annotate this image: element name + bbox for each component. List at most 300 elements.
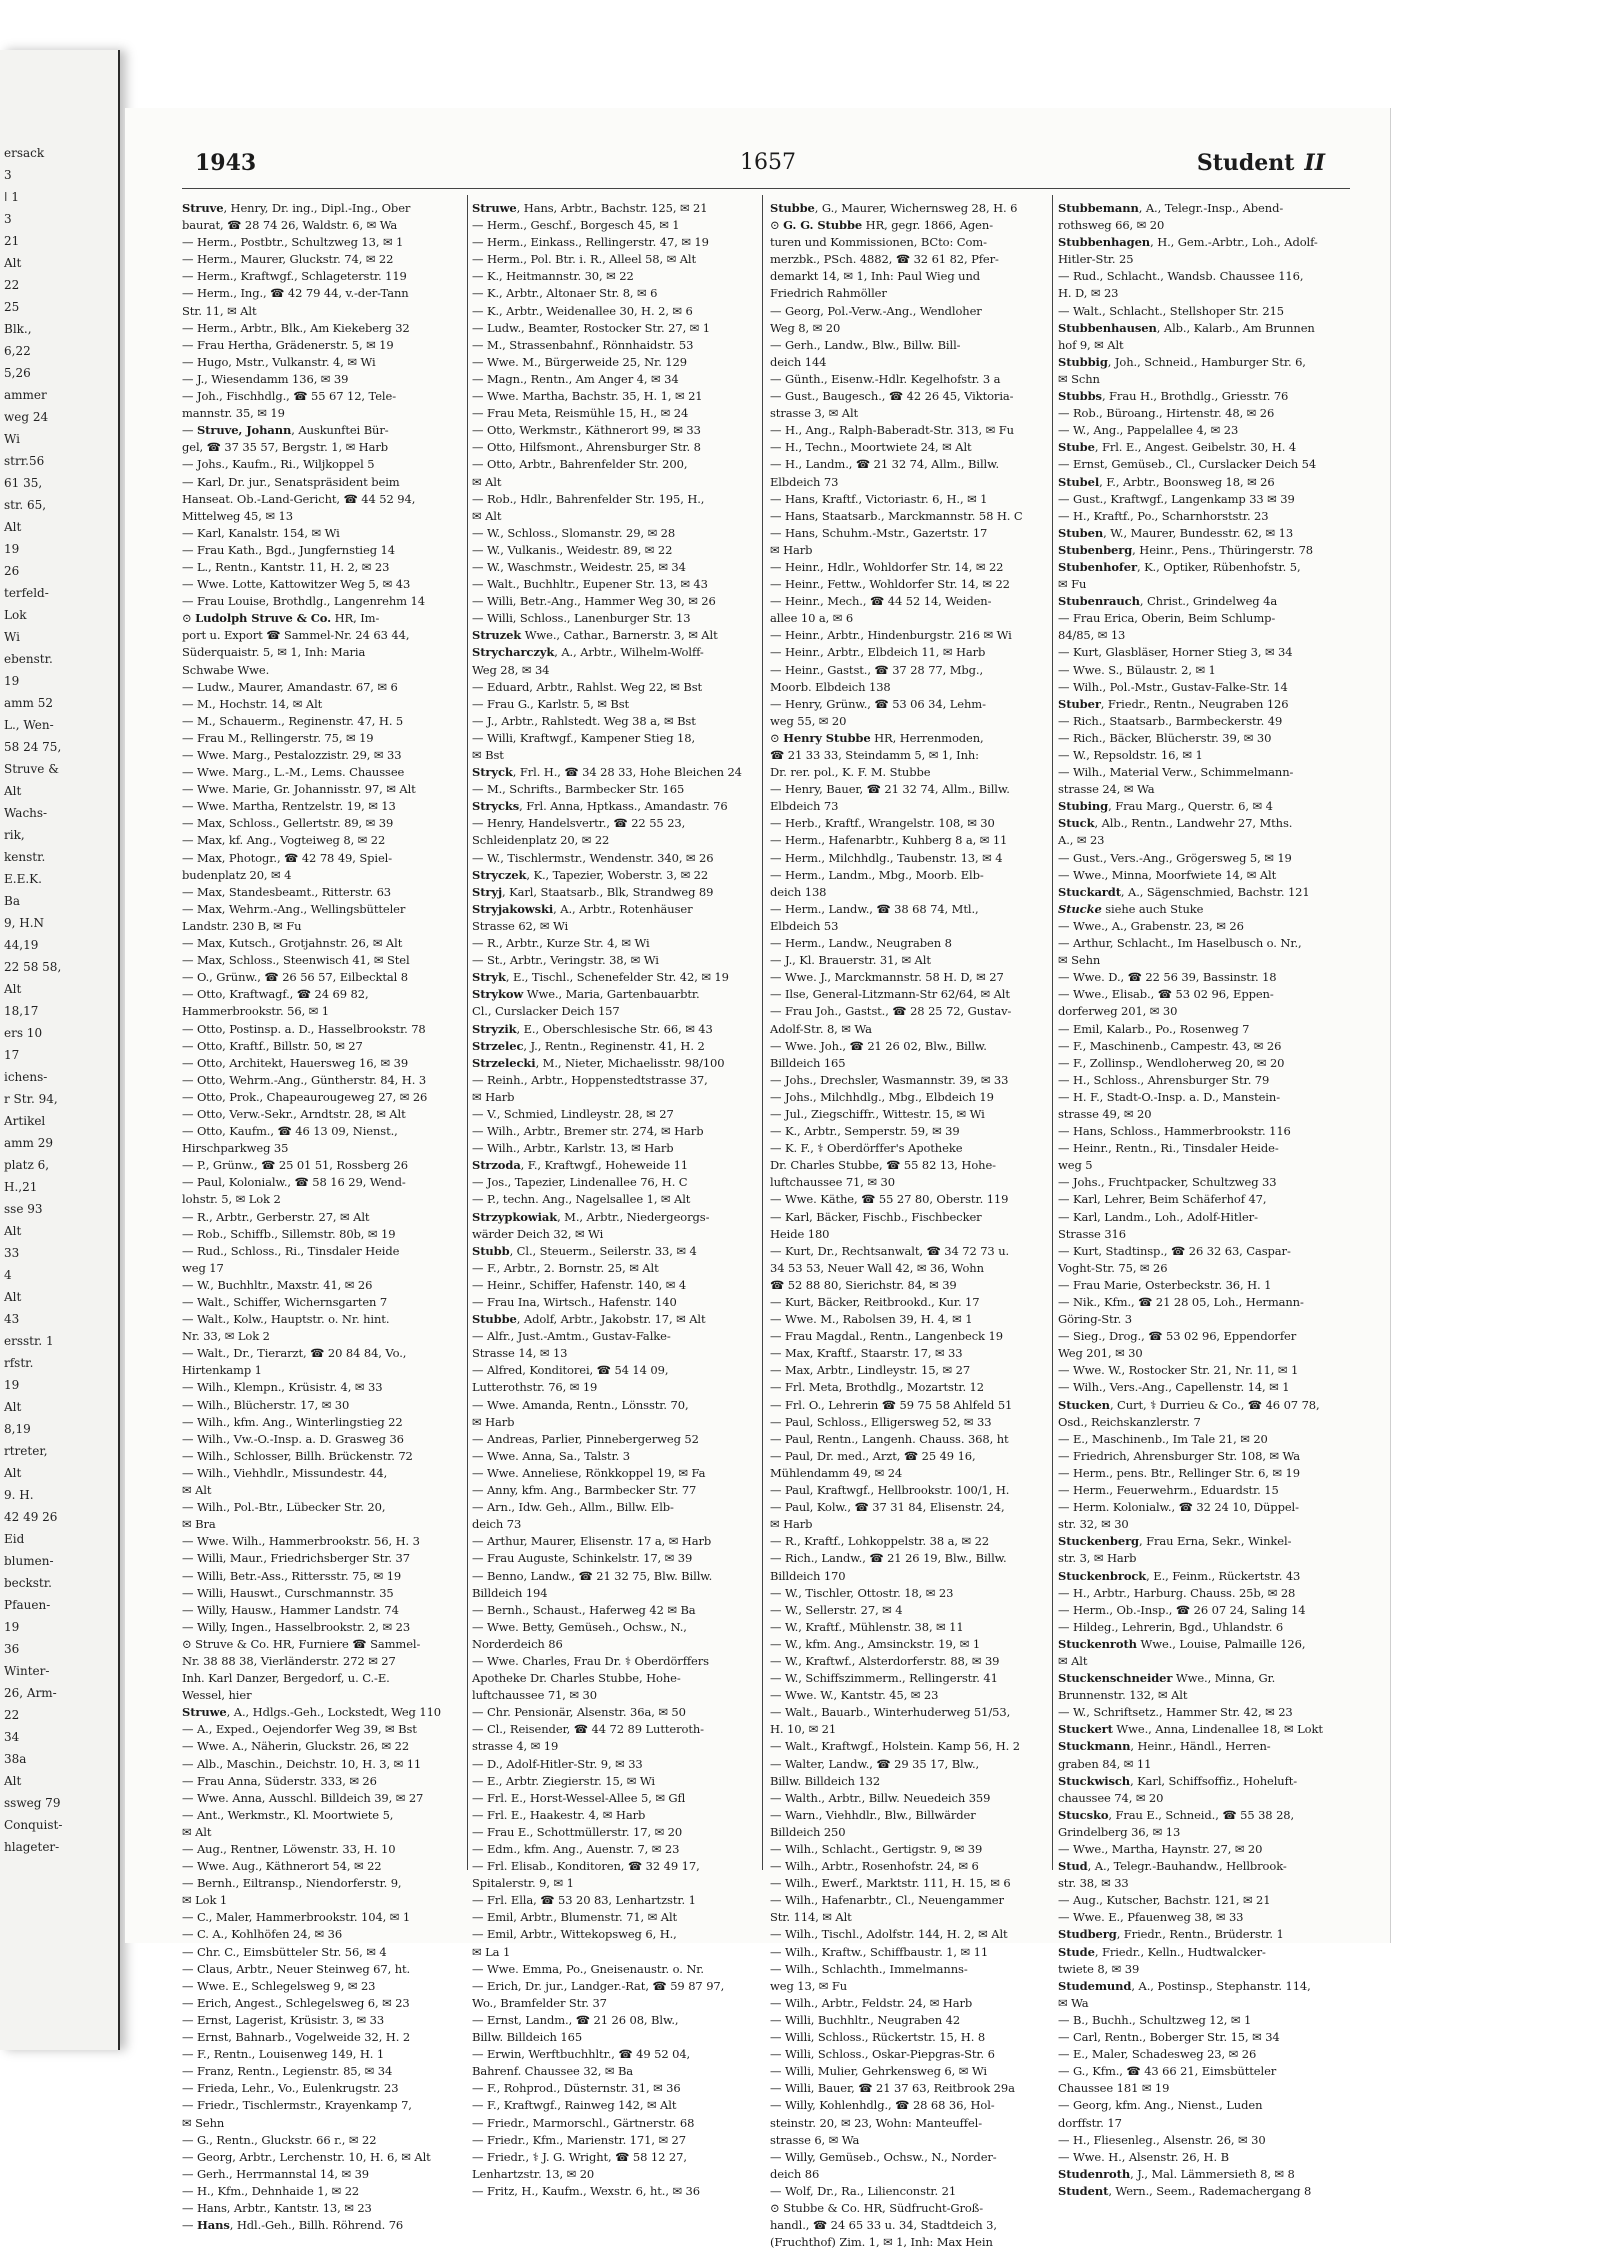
directory-entry: ✉ Harb (472, 1089, 515, 1104)
directory-entry: Osd., Reichskanzlerstr. 7 (1058, 1414, 1201, 1429)
directory-entry: — Rob., Schiffb., Sillemstr. 80b, ✉ 19 (182, 1226, 396, 1241)
directory-entry: Stubenberg, Heinr., Pens., Thüringerstr. 78 (1058, 542, 1314, 557)
directory-entry: — Wwe. Anna, Ausschl. Billdeich 39, ✉ 27 (182, 1790, 424, 1805)
directory-entry: Stubb, Cl., Steuerm., Seilerstr. 33, ✉ 4 (472, 1243, 697, 1258)
directory-entry: — L., Rentn., Kantstr. 11, H. 2, ✉ 23 (182, 559, 390, 574)
directory-entry: ⊙ Stubbe & Co. HR, Südfrucht-Groß- (770, 2200, 984, 2215)
edge-fragment: hlageter- (4, 1840, 60, 1854)
directory-entry: Str. 114, ✉ Alt (770, 1910, 852, 1925)
directory-entry: Stuckert Wwe., Anna, Lindenallee 18, ✉ Lokt (1058, 1722, 1323, 1737)
edge-fragment: 44,19 (4, 938, 39, 952)
directory-entry: — W., Kraftwf., Alsterdorferstr. 88, ✉ 39 (770, 1653, 1000, 1668)
directory-entry: Stuckenroth Wwe., Louise, Palmaille 126, (1058, 1636, 1306, 1651)
directory-entry: strasse 6, ✉ Wa (770, 2132, 860, 2147)
directory-entry: — Wwe., Martha, Haynstr. 27, ✉ 20 (1058, 1842, 1263, 1856)
directory-entry: — H., Arbtr., Harburg. Chauss. 25b, ✉ 28 (1058, 1585, 1296, 1600)
directory-entry: — St., Arbtr., Veringstr. 38, ✉ Wi (472, 953, 659, 968)
edge-fragment: str. 65, (4, 498, 47, 512)
directory-entry: deich 73 (472, 1517, 522, 1532)
directory-entry: — Wwe. Lotte, Kattowitzer Weg 5, ✉ 43 (182, 577, 411, 592)
directory-entry: — Wilh., Arbtr., Karlstr. 13, ✉ Harb (472, 1141, 674, 1156)
directory-entry: — Wwe. W., Kantstr. 45, ✉ 23 (770, 1688, 939, 1703)
directory-entry: — Wwe. Aug., Käthnerort 54, ✉ 22 (182, 1859, 382, 1874)
directory-entry: — Herm., Feuerwehrm., Eduardstr. 15 (1058, 1483, 1279, 1498)
directory-entry: — Erich, Angest., Schlegelsweg 6, ✉ 23 (182, 1995, 410, 2010)
directory-entry: hof 9, ✉ Alt (1058, 337, 1124, 352)
edge-fragment: Alt (4, 520, 22, 534)
directory-entry: — Wwe. Betty, Gemüseh., Ochsw., N., (472, 1619, 687, 1634)
directory-entry: graben 84, ✉ 11 (1058, 1756, 1152, 1771)
directory-entry: — Willi, Bauer, ☎ 21 37 63, Reitbrook 29a (770, 2081, 1015, 2096)
directory-entry: — Max, Photogr., ☎ 42 78 49, Spiel- (182, 850, 393, 865)
directory-entry: ✉ Sehn (1058, 953, 1101, 968)
directory-entry: — Wilh., Schlacht., Gertigstr. 9, ✉ 39 (770, 1842, 983, 1856)
directory-entry: Stucsko, Frau E., Schneid., ☎ 55 38 28, (1058, 1807, 1295, 1822)
directory-entry: Stubbenhagen, H., Gem.-Arbtr., Loh., Adolf- (1058, 235, 1318, 250)
directory-entry: — F., Zollinsp., Wendloherweg 20, ✉ 20 (1058, 1055, 1285, 1070)
directory-entry: — Wolf, Dr., Ra., Lilienconstr. 21 (770, 2183, 957, 2198)
directory-entry: Stuckwisch, Karl, Schiffsoffiz., Hoheluft- (1058, 1773, 1298, 1788)
directory-entry: — Henry, Bauer, ☎ 21 32 74, Allm., Billw. (770, 782, 1010, 797)
directory-entry: — Günth., Eisenw.-Hdlr. Kegelhofstr. 3 a (770, 371, 1001, 386)
directory-entry: — E., Arbtr. Ziegierstr. 15, ✉ Wi (472, 1773, 655, 1788)
edge-fragment: 21 (4, 234, 20, 248)
directory-entry: Bahrenf. Chaussee 32, ✉ Ba (472, 2064, 634, 2079)
directory-entry: — W., Schloss., Slomanstr. 29, ✉ 28 (472, 525, 676, 540)
edge-fragment: 3 (4, 212, 12, 226)
directory-entry: — Paul, Schloss., Elligersweg 52, ✉ 33 (770, 1414, 992, 1429)
directory-entry: — Hugo, Mstr., Vulkanstr. 4, ✉ Wi (182, 354, 376, 369)
directory-entry: — Heinr., Gastst., ☎ 37 28 77, Mbg., (770, 662, 984, 677)
directory-entry: — Struve, Johann, Auskunftei Bür- (182, 423, 389, 438)
directory-entry: — A., Exped., Oejendorfer Weg 39, ✉ Bst (182, 1722, 417, 1737)
directory-entry: luftchaussee 71, ✉ 30 (472, 1688, 597, 1703)
directory-entry: — Warn., Viehhdlr., Blw., Billwärder (770, 1807, 976, 1822)
directory-entry: luftchaussee 71, ✉ 30 (770, 1175, 895, 1190)
edge-fragment: platz 6, (4, 1158, 50, 1172)
edge-fragment: ammer (4, 388, 47, 402)
directory-entry: — Chr. Pensionär, Alsenstr. 36a, ✉ 50 (472, 1705, 686, 1720)
edge-fragment: 26 (4, 564, 20, 578)
directory-entry: Stubbig, Joh., Schneid., Hamburger Str. 6, (1058, 354, 1306, 369)
directory-entry: — Hans, Hdl.-Geh., Billh. Röhrend. 76 (182, 2218, 404, 2233)
directory-entry: — E., Maschinenb., Im Tale 21, ✉ 20 (1058, 1431, 1268, 1446)
directory-entry: — Andreas, Parlier, Pinnebergerweg 52 (472, 1431, 699, 1446)
edge-fragment: 19 (4, 542, 20, 556)
directory-entry: allee 10 a, ✉ 6 (770, 611, 854, 626)
directory-column-1 (182, 200, 472, 2233)
directory-entry: — Wilh., Tischl., Adolfstr. 144, H. 2, ✉ Alt (770, 1927, 1008, 1942)
edge-fragment: Wi (4, 432, 20, 446)
directory-entry: — H. F., Stadt-O.-Insp. a. D., Manstein- (1058, 1089, 1280, 1104)
directory-entry: Adolf-Str. 8, ✉ Wa (770, 1021, 872, 1036)
directory-entry: — Wilh., Arbtr., Feldstr. 24, ✉ Harb (770, 1995, 973, 2010)
edge-fragment: 33 (4, 1246, 20, 1260)
directory-entry: twiete 8, ✉ 39 (1058, 1961, 1140, 1976)
directory-entry: Struwe, A., Hdlgs.-Geh., Lockstedt, Weg 110 (182, 1705, 442, 1720)
edge-fragment: 26, Arm- (4, 1686, 57, 1700)
directory-entry: Stuber, Friedr., Rentn., Neugraben 126 (1058, 696, 1289, 711)
directory-entry: ✉ Schn (1058, 371, 1100, 386)
directory-entry: — Wilh., Vw.-O.-Insp. a. D. Grasweg 36 (182, 1431, 404, 1446)
directory-entry: — H., Techn., Moortwiete 24, ✉ Alt (770, 440, 972, 455)
directory-entry: — Wwe. Käthe, ☎ 55 27 80, Oberstr. 119 (770, 1192, 1009, 1207)
directory-entry: — Herm., Landw., ☎ 38 68 74, Mtl., (770, 901, 979, 916)
directory-entry: Billdeich 250 (770, 1824, 846, 1839)
directory-entry: port u. Export ☎ Sammel-Nr. 24 63 44, (182, 628, 410, 643)
directory-entry: — Kurt, Dr., Rechtsanwalt, ☎ 34 72 73 u. (770, 1243, 1010, 1258)
directory-entry: — Wilh., Vers.-Ang., Capellenstr. 14, ✉ 1 (1058, 1380, 1290, 1395)
edge-fragment: Alt (4, 784, 22, 798)
directory-entry: — Willi, Betr.-Ass., Rittersstr. 75, ✉ 19 (182, 1568, 402, 1583)
directory-entry: — Georg, kfm. Ang., Nienst., Luden (1058, 2098, 1263, 2113)
directory-entry: — Otto, Hilfsmont., Ahrensburger Str. 8 (472, 440, 701, 455)
edge-fragment: 19 (4, 1378, 20, 1392)
edge-fragment: 42 49 26 (4, 1510, 58, 1524)
directory-entry: — Herb., Kraftf., Wrangelstr. 108, ✉ 30 (770, 816, 995, 831)
directory-entry: — Alfr., Just.-Amtm., Gustav-Falke- (472, 1329, 671, 1344)
edge-fragment: Eid (4, 1532, 25, 1546)
directory-entry: Grindelberg 36, ✉ 13 (1058, 1824, 1181, 1839)
directory-entry: merzbk., PSch. 4882, ☎ 32 61 82, Pfer- (770, 252, 999, 267)
directory-entry: — Hans, Arbtr., Kantstr. 13, ✉ 23 (182, 2200, 372, 2215)
directory-entry: — Cl., Reisender, ☎ 44 72 89 Lutteroth- (472, 1722, 704, 1737)
directory-entry: — Wilh., Ewerf., Marktstr. 111, H. 15, ✉ 6 (770, 1876, 1011, 1891)
header-year: 1943 (195, 150, 257, 176)
directory-entry: — W., Tischlermstr., Wendenstr. 340, ✉ 26 (472, 850, 714, 865)
header-rule (182, 188, 1350, 189)
directory-entry: — Wwe. Amanda, Rentn., Lönsstr. 70, (472, 1397, 689, 1412)
directory-entry: — J., Kl. Brauerstr. 31, ✉ Alt (770, 953, 931, 968)
edge-fragment: Alt (4, 256, 22, 270)
directory-entry: — Paul, Rentn., Langenh. Chauss. 368, ht (770, 1431, 1009, 1446)
directory-entry: — Wilh., Material Verw., Schimmelmann- (1058, 765, 1294, 780)
directory-entry: — H., Fliesenleg., Alsenstr. 26, ✉ 30 (1058, 2132, 1266, 2147)
edge-fragment: Alt (4, 1400, 22, 1414)
directory-entry: — Gerh., Landw., Blw., Billw. Bill- (770, 337, 961, 352)
directory-entry: Elbdeich 73 (770, 474, 839, 489)
directory-entry: — Walt., Dr., Tierarzt, ☎ 20 84 84, Vo., (182, 1346, 407, 1361)
directory-entry: Chaussee 181 ✉ 19 (1058, 2081, 1170, 2096)
directory-entry: — W., Sellerstr. 27, ✉ 4 (770, 1602, 903, 1617)
directory-entry: — Otto, Architekt, Hauersweg 16, ✉ 39 (182, 1055, 409, 1070)
directory-entry: — R., Arbtr., Gerberstr. 27, ✉ Alt (182, 1209, 370, 1224)
directory-entry: Landstr. 230 B, ✉ Fu (182, 918, 302, 933)
edge-fragment: L., Wen- (4, 718, 54, 732)
directory-entry: Studberg, Friedr., Rentn., Brüderstr. 1 (1058, 1927, 1284, 1942)
directory-entry: — Max, Kraftf., Staarstr. 17, ✉ 33 (770, 1346, 963, 1361)
directory-entry: ⊙ Struve & Co. HR, Furniere ☎ Sammel- (182, 1636, 421, 1651)
directory-entry: — Wwe., Minna, Moorfwiete 14, ✉ Alt (1058, 867, 1277, 882)
directory-entry: — Wilh., Pol.-Btr., Lübecker Str. 20, (182, 1500, 386, 1515)
directory-entry: — Fritz, H., Kaufm., Wexstr. 6, ht., ✉ 36 (472, 2183, 700, 2198)
directory-entry: Norderdeich 86 (472, 1636, 563, 1651)
directory-entry: — Frau E., Schottmüllerstr. 17, ✉ 20 (472, 1824, 683, 1839)
directory-entry: Stuben, W., Maurer, Bundesstr. 62, ✉ 13 (1058, 525, 1294, 540)
directory-entry: — Joh., Fischhdlg., ☎ 55 67 12, Tele- (182, 389, 396, 404)
directory-entry: chaussee 74, ✉ 20 (1058, 1790, 1164, 1805)
directory-entry: — Willi, Schloss., Rückertstr. 15, H. 8 (770, 2030, 986, 2045)
directory-entry: — W., kfm. Ang., Amsinckstr. 19, ✉ 1 (770, 1636, 981, 1651)
directory-entry: Elbdeich 53 (770, 918, 839, 933)
directory-entry: — Wwe. Anna, Sa., Talstr. 3 (472, 1448, 630, 1463)
directory-entry: — Aug., Rentner, Löwenstr. 33, H. 10 (182, 1842, 396, 1856)
directory-entry: — Willi, Buchhltr., Neugraben 42 (770, 2012, 961, 2027)
directory-entry: handl., ☎ 24 65 33 u. 34, Stadtdeich 3, (770, 2218, 997, 2233)
edge-fragment: terfeld- (4, 586, 49, 600)
directory-entry: — Wwe., Elisab., ☎ 53 02 96, Eppen- (1058, 987, 1274, 1002)
directory-entry: — K., Arbtr., Weidenallee 30, H. 2, ✉ 6 (472, 303, 693, 318)
directory-entry: Stryzik, E., Oberschlesische Str. 66, ✉ 43 (472, 1021, 713, 1036)
directory-entry: wärder Deich 32, ✉ Wi (472, 1226, 604, 1241)
directory-entry: — Max, Kutsch., Grotjahnstr. 26, ✉ Alt (182, 936, 403, 951)
directory-entry: — Walt., Kolw., Hauptstr. o. Nr. hint. (182, 1312, 390, 1327)
directory-entry: ✉ Alt (182, 1483, 212, 1498)
directory-entry: str. 38, ✉ 33 (1058, 1876, 1129, 1891)
edge-fragment: Alt (4, 1466, 22, 1480)
directory-entry: — Otto, Werkmstr., Käthnerort 99, ✉ 33 (472, 423, 701, 438)
directory-entry: ✉ Fu (1058, 577, 1087, 592)
directory-entry: — W., Repsoldstr. 16, ✉ 1 (1058, 748, 1203, 762)
directory-entry: — J., Arbtr., Rahlstedt. Weg 38 a, ✉ Bst (472, 713, 696, 728)
directory-entry: — W., Schriftsetz., Hammer Str. 42, ✉ 23 (1058, 1705, 1293, 1720)
directory-entry: — Frau Magdal., Rentn., Langenbeck 19 (770, 1329, 1003, 1344)
directory-column-4 (1058, 200, 1348, 2198)
directory-entry: — K. F., ⚕ Oberdörffer's Apotheke (770, 1141, 963, 1156)
edge-fragment: 4 (4, 1268, 12, 1282)
directory-entry: — Heinr., Schiffer, Hafenstr. 140, ✉ 4 (472, 1277, 687, 1292)
directory-entry: — H., Schloss., Ahrensburger Str. 79 (1058, 1072, 1270, 1087)
directory-entry: Strzoda, F., Kraftwgf., Hoheweide 11 (472, 1158, 689, 1173)
directory-entry: Str. 11, ✉ Alt (182, 303, 257, 318)
directory-entry: — P., techn. Ang., Nagelsallee 1, ✉ Alt (472, 1192, 691, 1207)
edge-fragment: H.,21 (4, 1180, 38, 1194)
directory-entry: — Hans, Schuhm.-Mstr., Gazertstr. 17 (770, 525, 988, 540)
directory-entry: — Kurt, Stadtinsp., ☎ 26 32 63, Caspar- (1058, 1243, 1291, 1258)
directory-entry: — Karl, Dr. jur., Senatspräsident beim (182, 474, 400, 489)
edge-fragment: 25 (4, 300, 20, 314)
directory-entry: — Wwe. J., Marckmannstr. 58 H. D, ✉ 27 (770, 970, 1004, 985)
directory-entry: Göring-Str. 3 (1058, 1312, 1133, 1327)
directory-entry: — W., Vulkanis., Weidestr. 89, ✉ 22 (472, 542, 673, 557)
directory-entry: — Frau Marie, Osterbeckstr. 36, H. 1 (1058, 1277, 1272, 1292)
directory-entry: — Wwe. A., Näherin, Gluckstr. 26, ✉ 22 (182, 1739, 410, 1754)
directory-entry: — Herm., Arbtr., Blk., Am Kiekeberg 32 (182, 320, 410, 335)
directory-entry: — Otto, Wehrm.-Ang., Güntherstr. 84, H. 3 (182, 1072, 427, 1087)
directory-entry: — Wwe. Charles, Frau Dr. ⚕ Oberdörffers (472, 1653, 709, 1668)
directory-entry: — Arn., Idw. Geh., Allm., Billw. Elb- (472, 1500, 674, 1515)
directory-entry: — Wwe. D., ☎ 22 56 39, Bassinstr. 18 (1058, 970, 1277, 985)
directory-entry: steinstr. 20, ✉ 23, Wohn: Manteuffel- (770, 2115, 983, 2130)
directory-entry: Stubenrauch, Christ., Grindelweg 4a (1058, 594, 1278, 609)
directory-entry: turen und Kommissionen, BCto: Com- (770, 235, 987, 250)
directory-entry: Stubenhofer, K., Optiker, Rübenhofstr. 5, (1058, 559, 1301, 574)
edge-fragment: Alt (4, 1224, 22, 1238)
directory-entry: — Heinr., Rentn., Ri., Tinsdaler Heide- (1058, 1141, 1279, 1156)
directory-entry: — Gust., Kraftwgf., Langenkamp 33 ✉ 39 (1058, 491, 1295, 506)
directory-entry: — Wwe. W., Rostocker Str. 21, Nr. 11, ✉ 1 (1058, 1363, 1299, 1378)
directory-entry: — Walt., Schiffer, Wichernsgarten 7 (182, 1295, 388, 1309)
directory-entry: — Jul., Ziegschiffr., Wittestr. 15, ✉ Wi (770, 1106, 985, 1121)
directory-entry: — Wwe. Marg., Pestalozzistr. 29, ✉ 33 (182, 748, 402, 762)
directory-entry: — Erwin, Werftbuchhltr., ☎ 49 52 04, (472, 2047, 691, 2062)
directory-entry: — Herm., Milchhdlg., Taubenstr. 13, ✉ 4 (770, 850, 1003, 865)
directory-entry: — W., Waschmstr., Weidestr. 25, ✉ 34 (472, 559, 686, 574)
directory-entry: Stuckardt, A., Sägenschmied, Bachstr. 121 (1058, 884, 1310, 899)
directory-entry: — K., Arbtr., Altonaer Str. 8, ✉ 6 (472, 286, 658, 301)
adjacent-page-edge (0, 50, 120, 2050)
directory-entry: — F., Rentn., Louisenweg 149, H. 1 (182, 2047, 385, 2062)
edge-fragment: 22 58 58, (4, 960, 62, 974)
directory-entry: — Frau Meta, Reismühle 15, H., ✉ 24 (472, 406, 689, 421)
directory-entry: — F., Rohprod., Düsternstr. 31, ✉ 36 (472, 2081, 681, 2096)
directory-entry: Student, Wern., Seem., Rademachergang 8 (1058, 2183, 1312, 2198)
directory-entry: — Chr. C., Eimsbütteler Str. 56, ✉ 4 (182, 1944, 387, 1959)
directory-entry: Friedrich Rahmöller (770, 286, 887, 301)
edge-fragment: 19 (4, 1620, 20, 1634)
directory-entry: — Hans, Staatsarb., Marckmannstr. 58 H. C (770, 508, 1023, 523)
directory-entry: — Heinr., Hdlr., Wohldorfer Str. 14, ✉ 22 (770, 559, 1004, 574)
edge-fragment: 22 (4, 278, 20, 292)
directory-entry: Nr. 38 88 38, Vierländerstr. 272 ✉ 27 (182, 1653, 396, 1668)
directory-entry: Wessel, hier (182, 1688, 252, 1703)
directory-entry: Schleidenplatz 20, ✉ 22 (472, 833, 610, 848)
directory-entry: — Frau G., Karlstr. 5, ✉ Bst (472, 696, 630, 711)
directory-entry: — Willi, Schloss., Lanenburger Str. 13 (472, 611, 691, 626)
directory-entry: — Wwe. M., Bürgerweide 25, Nr. 129 (472, 354, 687, 369)
edge-fragment: r Str. 94, (4, 1092, 58, 1106)
directory-entry: Inh. Karl Danzer, Bergedorf, u. C.-E. (182, 1671, 390, 1686)
directory-entry: — Walt., Bauarb., Winterhuderweg 51/53, (770, 1705, 1011, 1720)
directory-entry: — Wwe. Joh., ☎ 21 26 02, Blw., Billw. (770, 1038, 987, 1053)
directory-entry: deich 138 (770, 884, 827, 899)
directory-entry: — Heinr., Arbtr., Elbdeich 11, ✉ Harb (770, 645, 986, 660)
directory-entry: — Kurt, Bäcker, Reitbrookd., Kur. 17 (770, 1295, 980, 1309)
edge-fragment: strr.56 (4, 454, 45, 468)
directory-entry: Wo., Bramfelder Str. 37 (472, 1995, 607, 2010)
directory-entry: — Arthur, Schlacht., Im Haselbusch o. Nr., (1058, 936, 1302, 951)
directory-entry: Stucke siehe auch Stuke (1058, 901, 1204, 916)
directory-entry: Struwe, Hans, Arbtr., Bachstr. 125, ✉ 21 (472, 201, 708, 215)
directory-entry: — Rud., Schloss., Ri., Tinsdaler Heide (182, 1243, 400, 1258)
edge-fragment: amm 52 (4, 696, 53, 710)
directory-entry: — Georg, Arbtr., Lerchenstr. 10, H. 6, ✉ Alt (182, 2149, 431, 2164)
directory-entry: — Willy, Ingen., Hasselbrookstr. 2, ✉ 23 (182, 1619, 411, 1634)
directory-entry: — Emil, Arbtr., Blumenstr. 71, ✉ Alt (472, 1910, 678, 1925)
directory-entry: — Wwe., A., Grabenstr. 23, ✉ 26 (1058, 918, 1244, 933)
edge-fragment: 9, H.N (4, 916, 45, 930)
directory-entry: strasse 4, ✉ 19 (472, 1739, 559, 1754)
directory-entry: — Nik., Kfm., ☎ 21 28 05, Loh., Hermann- (1058, 1295, 1304, 1309)
directory-entry: Studemund, A., Postinsp., Stephanstr. 114, (1058, 1978, 1311, 1993)
page-number: 1657 (740, 150, 796, 175)
directory-entry: ✉ Harb (770, 542, 813, 557)
directory-entry: — Friedr., Kfm., Marienstr. 171, ✉ 27 (472, 2132, 686, 2147)
directory-entry: — Wilh., Schlosser, Billh. Brückenstr. 72 (182, 1448, 413, 1463)
directory-entry: Struve, Henry, Dr. ing., Dipl.-Ing., Ober (182, 201, 411, 215)
directory-entry: — Max, Wehrm.-Ang., Wellingsbütteler (182, 901, 406, 916)
directory-entry: Strzelecki, M., Nieter, Michaelisstr. 98/100 (472, 1055, 725, 1070)
directory-entry: — Herm., Ing., ☎ 42 79 44, v.-der-Tann (182, 286, 409, 301)
directory-entry: — Ant., Werkmstr., Kl. Moortwiete 5, (182, 1807, 394, 1822)
directory-entry: — Otto, Arbtr., Bahrenfelder Str. 200, (472, 457, 688, 472)
directory-entry: 34 53 53, Neuer Wall 42, ✉ 36, Wohn (770, 1260, 984, 1275)
directory-entry: Stuckenbrock, E., Feinm., Rückertstr. 43 (1058, 1568, 1301, 1583)
directory-entry: Stryj, Karl, Staatsarb., Blk, Strandweg 89 (472, 884, 714, 899)
directory-entry: Strasse 316 (1058, 1226, 1126, 1241)
directory-entry: — Karl, Landm., Loh., Adolf-Hitler- (1058, 1209, 1258, 1224)
directory-entry: — Rich., Staatsarb., Barmbeckerstr. 49 (1058, 713, 1283, 728)
directory-entry: strasse 24, ✉ Wa (1058, 782, 1155, 797)
directory-entry: — E., Maler, Schadesweg 23, ✉ 26 (1058, 2047, 1257, 2062)
directory-entry: baurat, ☎ 28 74 26, Waldstr. 6, ✉ Wa (182, 218, 398, 233)
directory-entry: — Friedr., Marmorschl., Gärtnerstr. 68 (472, 2115, 695, 2130)
edge-fragment: Struve & (4, 762, 59, 776)
directory-entry: — Walt., Buchhltr., Eupener Str. 13, ✉ 43 (472, 577, 708, 592)
directory-entry: — Frau Auguste, Schinkelstr. 17, ✉ 39 (472, 1551, 693, 1566)
directory-entry: — Ernst, Lagerist, Krüsistr. 3, ✉ 33 (182, 2012, 385, 2027)
directory-entry: Billw. Billdeich 132 (770, 1773, 881, 1788)
directory-entry: Stryjakowski, A., Arbtr., Rotenhäuser (472, 901, 693, 916)
directory-entry: ✉ Wa (1058, 1995, 1089, 2010)
directory-entry: — Karl, Lehrer, Beim Schäferhof 47, (1058, 1192, 1267, 1207)
directory-entry: Dr. rer. pol., K. F. M. Stubbe (770, 765, 931, 780)
directory-entry: Dr. Charles Stubbe, ☎ 55 82 13, Hohe- (770, 1158, 996, 1173)
edge-fragment: Ba (4, 894, 20, 908)
directory-entry: Stube, Frl. E., Angest. Geibelstr. 30, H. 4 (1058, 440, 1297, 455)
directory-entry: deich 86 (770, 2166, 820, 2181)
directory-entry: — Wwe. Martha, Bachstr. 35, H. 1, ✉ 21 (472, 389, 703, 404)
directory-entry: — Herm., Maurer, Gluckstr. 74, ✉ 22 (182, 252, 394, 267)
directory-entry: — F., Kraftwgf., Rainweg 142, ✉ Alt (472, 2098, 677, 2113)
directory-entry: — J., Wiesendamm 136, ✉ 39 (182, 371, 349, 386)
edge-fragment: 6,22 (4, 344, 31, 358)
edge-fragment: ǀ 1 (4, 190, 19, 204)
directory-entry: Stubbe, Adolf, Arbtr., Jakobstr. 17, ✉ Alt (472, 1312, 706, 1327)
directory-entry: mannstr. 35, ✉ 19 (182, 406, 285, 421)
directory-entry: — Wwe. Marie, Gr. Johannisstr. 97, ✉ Alt (182, 782, 416, 797)
directory-entry: Apotheke Dr. Charles Stubbe, Hohe- (472, 1671, 681, 1686)
directory-entry: — Herm., Einkass., Rellingerstr. 47, ✉ 19 (472, 235, 709, 250)
directory-entry: — G., Rentn., Gluckstr. 66 r., ✉ 22 (182, 2132, 377, 2147)
directory-entry: Lutterothstr. 76, ✉ 19 (472, 1380, 598, 1395)
edge-fragment: Alt (4, 982, 22, 996)
edge-fragment: Lok (4, 608, 27, 622)
directory-entry: Billw. Billdeich 165 (472, 2030, 583, 2045)
directory-entry: — Benno, Landw., ☎ 21 32 75, Blw. Billw. (472, 1568, 713, 1583)
directory-entry: — M., Schauerm., Reginenstr. 47, H. 5 (182, 713, 404, 728)
directory-entry: — Frl. O., Lehrerin ☎ 59 75 58 Ahlfeld 51 (770, 1397, 1013, 1412)
directory-entry: — H., Landm., ☎ 21 32 74, Allm., Billw. (770, 457, 1000, 472)
edge-fragment: 5,26 (4, 366, 31, 380)
directory-entry: — Bernh., Eiltransp., Niendorferstr. 9, (182, 1876, 402, 1891)
directory-entry: Billdeich 170 (770, 1568, 846, 1583)
directory-entry: Heide 180 (770, 1226, 830, 1241)
directory-entry: — Frau Ina, Wirtsch., Hafenstr. 140 (472, 1295, 677, 1309)
directory-entry: — Magn., Rentn., Am Anger 4, ✉ 34 (472, 371, 679, 386)
edge-fragment: rfstr. (4, 1356, 34, 1370)
directory-entry: Strycks, Frl. Anna, Hptkass., Amandastr. 76 (472, 799, 728, 814)
edge-fragment: rik, (4, 828, 25, 842)
directory-entry: — Max, Arbtr., Lindleystr. 15, ✉ 27 (770, 1363, 971, 1378)
directory-entry: — Otto, Postinsp. a. D., Hasselbrookstr. 78 (182, 1021, 426, 1036)
edge-fragment: Blk., (4, 322, 32, 336)
directory-entry: — Wwe. Emma, Po., Gneisenaustr. o. Nr. (472, 1961, 704, 1976)
directory-entry: lohstr. 5, ✉ Lok 2 (182, 1192, 281, 1207)
directory-entry: — Heinr., Arbtr., Hindenburgstr. 216 ✉ Wi (770, 628, 1012, 643)
edge-fragment: amm 29 (4, 1136, 53, 1150)
directory-entry: Billdeich 165 (770, 1055, 846, 1070)
